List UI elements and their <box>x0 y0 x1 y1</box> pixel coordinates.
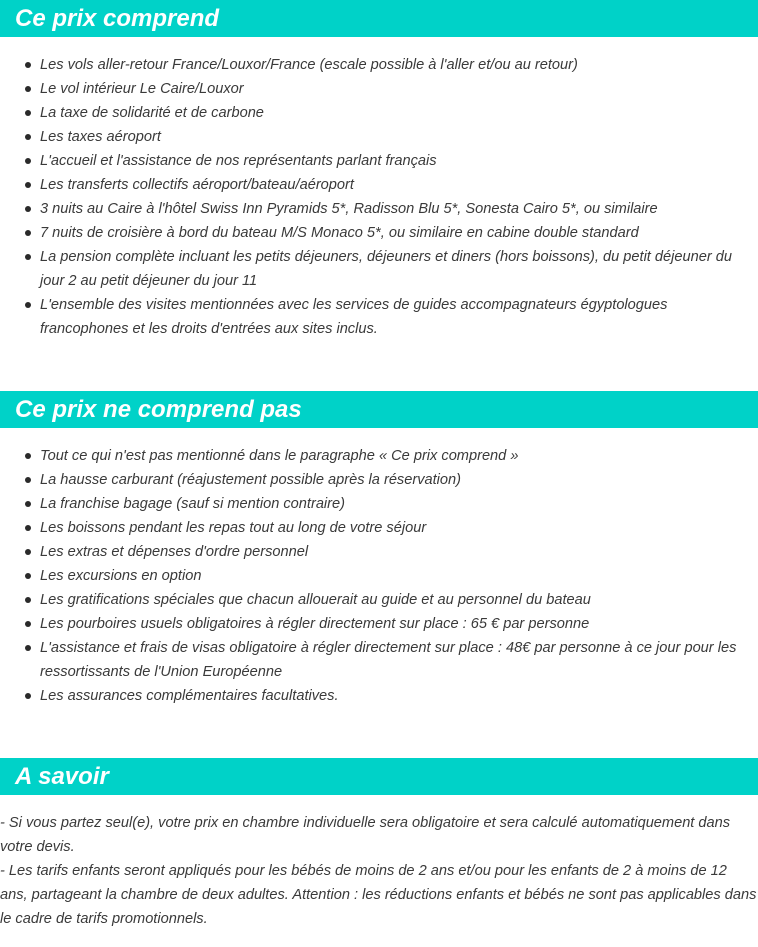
list-item: Les taxes aéroport <box>0 125 758 149</box>
list-item: 7 nuits de croisière à bord du bateau M/S Monaco 5*, ou similaire en cabine double standard <box>0 221 758 245</box>
list-item: Les pourboires usuels obligatoires à régler directement sur place : 65 € par personne <box>0 612 758 636</box>
section-title-not-included: Ce prix ne comprend pas <box>15 396 302 423</box>
list-item: L'accueil et l'assistance de nos représentants parlant français <box>0 149 758 173</box>
list-item: Les assurances complémentaires facultatives. <box>0 684 758 708</box>
list-item: La taxe de solidarité et de carbone <box>0 101 758 125</box>
included-list <box>0 53 758 341</box>
list-item: Les transferts collectifs aéroport/bateau/aéroport <box>0 173 758 197</box>
list-item: Tout ce qui n'est pas mentionné dans le paragraphe « Ce prix comprend » <box>0 444 758 468</box>
list-item: La hausse carburant (réajustement possible après la réservation) <box>0 468 758 492</box>
section-header-not-included <box>0 391 758 428</box>
list-item: Les extras et dépenses d'ordre personnel <box>0 540 758 564</box>
list-item: 3 nuits au Caire à l'hôtel Swiss Inn Pyramids 5*, Radisson Blu 5*, Sonesta Cairo 5*, ou similaire <box>0 197 758 221</box>
list-item: Les excursions en option <box>0 564 758 588</box>
list-item: Les vols aller-retour France/Louxor/France (escale possible à l'aller et/ou au retour) <box>0 53 758 77</box>
not-included-list <box>0 444 758 708</box>
list-item: Les boissons pendant les repas tout au long de votre séjour <box>0 516 758 540</box>
list-item: L'ensemble des visites mentionnées avec les services de guides accompagnateurs égyptologues francophones et les droits d'entrées aux sites inclus. <box>0 293 758 341</box>
list-item: La franchise bagage (sauf si mention contraire) <box>0 492 758 516</box>
section-title-included: Ce prix comprend <box>15 5 220 32</box>
list-item: L'assistance et frais de visas obligatoire à régler directement sur place : 48€ par personne à ce jour pour les ressortissants de l'Union Européenne <box>0 636 758 684</box>
good-to-know-notes <box>0 811 758 931</box>
note-child-rates: - Les tarifs enfants seront appliqués pour les bébés de moins de 2 ans et/ou pour les enfants de 2 à moins de 12 ans, partageant la chambre de deux adultes. Attention : les réductions enfants et bébés ne sont pas applicables dans le cadre de tarifs promotionnels. <box>0 863 757 927</box>
list-item: Le vol intérieur Le Caire/Louxor <box>0 77 758 101</box>
list-item: La pension complète incluant les petits déjeuners, déjeuners et diners (hors boissons), du petit déjeuner du jour 2 au petit déjeuner du jour 11 <box>0 245 758 293</box>
list-item: Les gratifications spéciales que chacun allouerait au guide et au personnel du bateau <box>0 588 758 612</box>
section-header-good-to-know <box>0 758 758 795</box>
section-title-good-to-know: A savoir <box>15 763 109 790</box>
section-header-included <box>0 0 758 37</box>
note-single-room: - Si vous partez seul(e), votre prix en chambre individuelle sera obligatoire et sera calculé automatiquement dans votre devis. <box>0 815 731 855</box>
